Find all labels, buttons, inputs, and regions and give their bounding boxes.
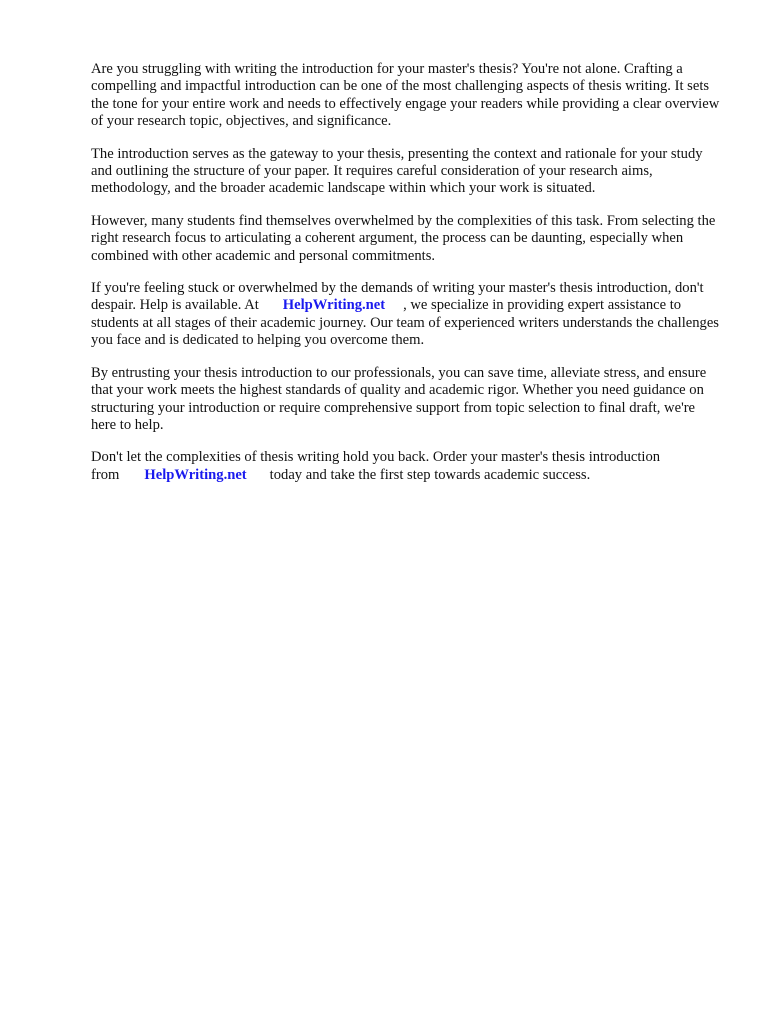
paragraph-text-before-link: Don't let the complexities of thesis writing hold you back. Order your master's thesis introduction from [91, 449, 661, 483]
paragraph-gateway: The introduction serves as the gateway to your thesis, presenting the context and rationale for your study and outlining the structure of your paper. It requires careful consideration of your research aims, methodology, and the broader academic landscape within which your work is situated. [91, 145, 703, 197]
paragraph-call-to-action [91, 449, 723, 484]
paragraph-professionals: By entrusting your thesis introduction to our professionals, you can save time, alleviate stress, and ensure that your work meets the highest standards of quality and academic rigor. Whether you need guidance on structuring your introduction or require comprehensive support from topic selection to final draft, we're here to help. [91, 364, 707, 433]
paragraph-intro: Are you struggling with writing the introduction for your master's thesis? You're not alone. Crafting a compelling and impactful introduction can be one of the most challenging aspects of thesis writing. It sets the tone for your entire work and needs to effectively engage your readers while providing a clear overview of your research topic, objectives, and significance. [91, 61, 720, 130]
document-page [91, 61, 723, 499]
paragraph-text-after-link: today and take the first step towards academic success. [269, 466, 591, 483]
paragraph-text-after-link: , we specialize in providing expert assistance to students at all stages of their academic journey. Our team of experienced writers understands the challenges you face and is dedicated to helping you overcome them. [91, 297, 719, 349]
helpwriting-link[interactable]: HelpWriting.net [282, 297, 386, 314]
paragraph-help-available [91, 280, 723, 350]
paragraph-overwhelmed: However, many students find themselves overwhelmed by the complexities of this task. From selecting the right research focus to articulating a coherent argument, the process can be daunting, especially when combined with other academic and personal commitments. [91, 212, 716, 264]
paragraph-text-before-link: If you're feeling stuck or overwhelmed by the demands of writing your master's thesis introduction, don't despair. Help is available. At [91, 280, 704, 314]
helpwriting-link[interactable]: HelpWriting.net [144, 466, 247, 483]
